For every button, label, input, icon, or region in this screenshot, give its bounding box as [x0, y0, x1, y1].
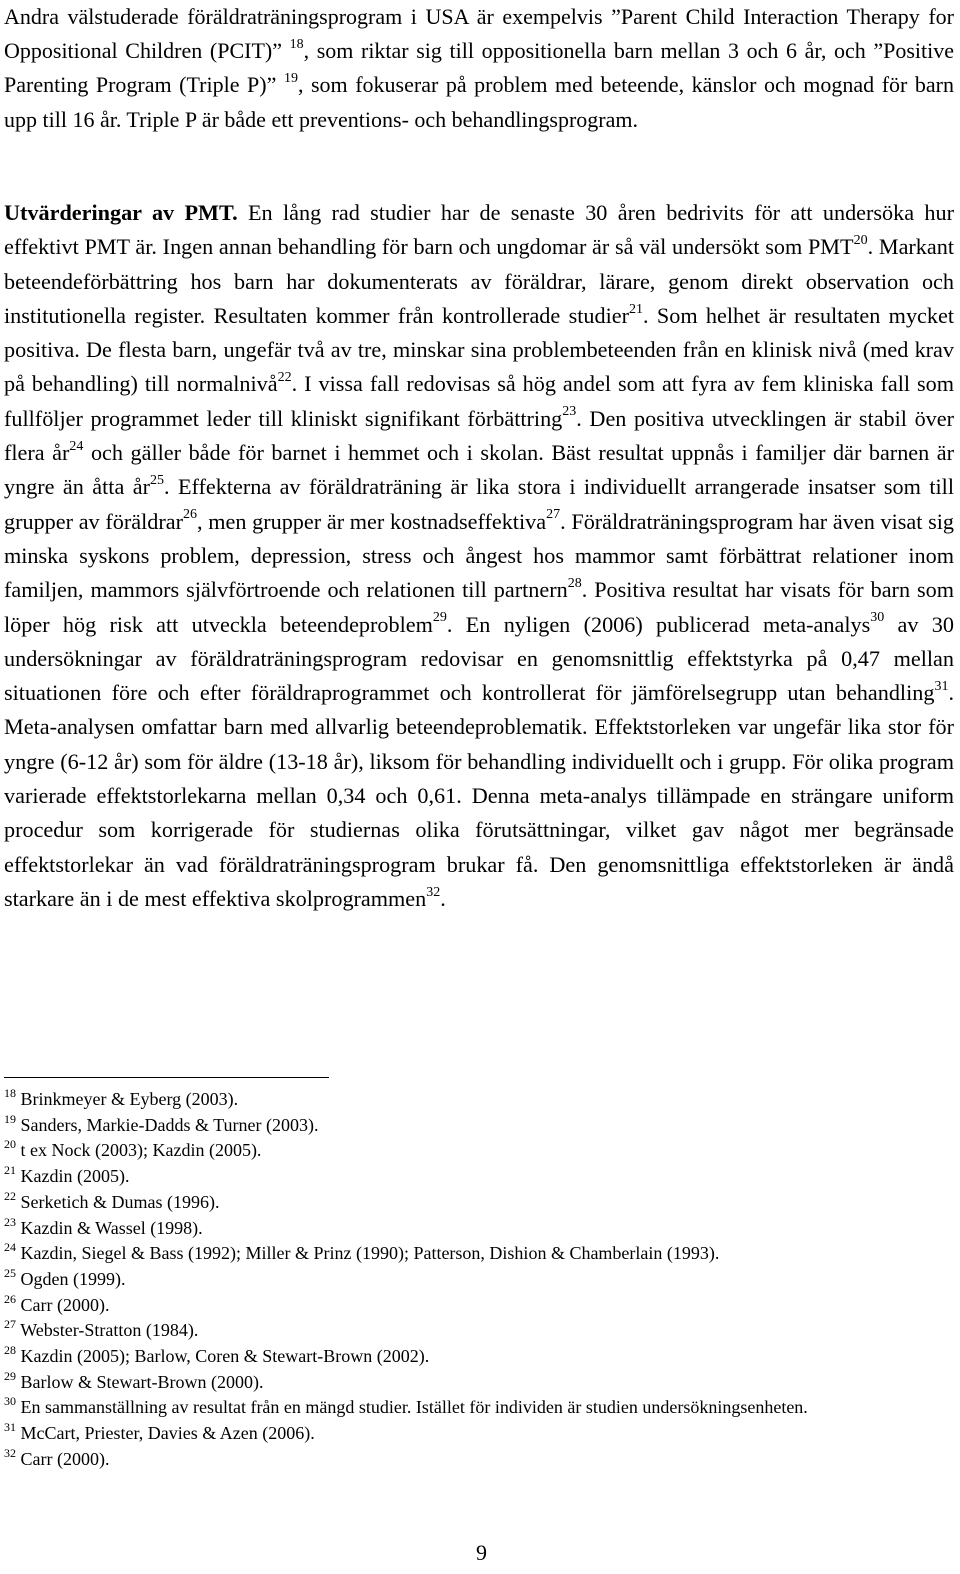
text-run: av 30 undersökningar av föräldraträningsprogram redovisar en genomsnittlig effektstyrka på 0,47 mellan situationen före och efter föräldraprogrammet och kontrollerat för jämförelsegrupp utan behandling — [4, 611, 954, 706]
section-heading: Utvärderingar av PMT. — [4, 200, 238, 225]
footnote — [4, 1447, 954, 1473]
footnote-number: 23 — [4, 1214, 16, 1229]
footnote — [4, 1318, 954, 1344]
text-run: . Meta-analysen omfattar barn med allvarlig beteendeproblematik. Effektstorleken var ungefär lika stor för yngre (6-12 år) som för äldre (13-18 år), liksom för behandling individuellt och i grupp. För olika program varierade effektstorlekarna mellan 0,34 och 0,61. Denna meta-analys tillämpade en strängare uniform procedur som korrigerade för studiernas olika förutsättningar, vilket gav något mer begränsade effektstorlekar än vad föräldraträningsprogram brukar få. Den genomsnittliga effektstorleken är ändå starkare än i de mest effektiva skolprogrammen — [4, 680, 954, 911]
footnote-ref[interactable]: 29 — [432, 610, 447, 626]
footnote — [4, 1395, 954, 1421]
footnote-text: Kazdin, Siegel & Bass (1992); Miller & Prinz (1990); Patterson, Dishion & Chamberlain (1993). — [20, 1243, 720, 1264]
text-run: , men grupper är mer kostnadseffektiva — [196, 508, 547, 534]
text-run: och gäller både för barnet i hemmet och i skolan. Bäst resultat uppnås i familjer där barnen är yngre än åtta år — [4, 440, 955, 500]
footnote-text: Barlow & Stewart-Brown (2000). — [20, 1371, 264, 1392]
footnote-ref[interactable]: 24 — [69, 438, 84, 454]
text-run: . Föräldraträningsprogram har även visat sig minska syskons problem, depression, stress och ångest hos mammor samt förbättrat relationer inom familjen, mammors självförtroende och relationen till partnern — [4, 508, 955, 603]
footnote-ref[interactable]: 23 — [562, 404, 577, 420]
footnote — [4, 1216, 954, 1242]
footnote-text: Kazdin (2005); Barlow, Coren & Stewart-Brown (2002). — [20, 1346, 430, 1367]
footnote-ref[interactable]: 20 — [853, 232, 868, 248]
footnote-ref[interactable]: 26 — [182, 507, 197, 523]
text-run: . Positiva resultat har visats för barn som löper hög risk att utveckla beteendeproblem — [4, 577, 955, 637]
footnote-ref[interactable]: 22 — [277, 370, 292, 386]
footnote — [4, 1087, 954, 1113]
footnote-ref[interactable]: 19 — [283, 71, 298, 87]
footnote-number: 30 — [4, 1394, 16, 1409]
footnote-number: 22 — [4, 1188, 16, 1203]
footnote-number: 24 — [4, 1240, 16, 1255]
page-number: 9 — [476, 1540, 487, 1565]
footnote — [4, 1344, 954, 1370]
footnote-number: 28 — [4, 1343, 16, 1358]
footnote-number: 31 — [4, 1420, 16, 1435]
footnote-number: 26 — [4, 1291, 16, 1306]
text-run: . En nyligen (2006) publicerad meta-analys — [446, 611, 871, 637]
footnote-ref[interactable]: 28 — [567, 575, 582, 591]
text-run: , som riktar sig till oppositionella barn mellan 3 och 6 år, och ”Positive Parenting Program (Triple P)” — [4, 38, 955, 98]
footnote — [4, 1421, 954, 1447]
footnote — [4, 1293, 954, 1319]
text-run: Andra välstuderade föräldraträningsprogram i USA är exempelvis ”Parent Child Interaction Therapy for Oppositional Children (PCIT)” — [4, 4, 954, 64]
footnote-text: McCart, Priester, Davies & Azen (2006). — [20, 1423, 315, 1444]
footnote-ref[interactable]: 21 — [628, 301, 643, 317]
footnote-text: Sanders, Markie-Dadds & Turner (2003). — [20, 1114, 319, 1135]
footnote-text: Carr (2000). — [20, 1448, 110, 1469]
text-run: . Den positiva utvecklingen är stabil över flera år — [4, 405, 954, 466]
footnote-number: 19 — [4, 1111, 16, 1126]
text-run: En lång rad studier har de senaste 30 åren bedrivits för att undersöka hur effektivt PMT är. Ingen annan behandling för barn och ungdomar är så väl undersökt som PMT — [4, 200, 954, 260]
text-run: . Som helhet är resultaten mycket positiva. De flesta barn, ungefär två av tre, minskar sina problembeteenden från en klinisk nivå (med krav på behandling) till normalnivå — [4, 302, 954, 397]
footnote — [4, 1138, 954, 1164]
text-run: . Effekterna av föräldraträning är lika stora i individuellt arrangerade insatser som till grupper av föräldrar — [4, 474, 954, 534]
footnote-ref[interactable]: 31 — [934, 678, 949, 694]
footnote-text: En sammanställning av resultat från en mängd studier. Istället för individen är studien undersökningsenheten. — [20, 1397, 808, 1418]
footnote — [4, 1164, 954, 1190]
footnote-ref[interactable]: 27 — [546, 507, 561, 523]
footnote-text: Brinkmeyer & Eyberg (2003). — [20, 1089, 239, 1109]
footnote-ref[interactable]: 32 — [426, 884, 441, 900]
footnote-text: Kazdin & Wassel (1998). — [20, 1217, 203, 1238]
paragraph-evaluations — [4, 196, 954, 916]
footnote-number: 20 — [4, 1137, 16, 1152]
footnote-ref[interactable]: 25 — [149, 472, 164, 488]
footnote — [4, 1370, 954, 1396]
footnote — [4, 1241, 954, 1267]
footnote-text: Webster-Stratton (1984). — [20, 1320, 199, 1341]
footnote — [4, 1113, 954, 1139]
footnote-number: 32 — [4, 1445, 16, 1460]
text-run: . — [440, 885, 446, 911]
text-run: , som fokuserar på problem med beteende, känslor och mognad för barn upp till 16 år. Triple P är både ett preventions- och behandlingsprogram. — [4, 72, 955, 132]
footnote-number: 25 — [4, 1265, 16, 1280]
text-run: . Markant beteendeförbättring hos barn har dokumenterats av föräldrar, lärare, genom direkt observation och institutionella register. Resultaten kommer från kontrollerade studier — [4, 234, 955, 328]
footnote-ref[interactable]: 30 — [870, 610, 885, 626]
footnote-number: 18 — [4, 1086, 16, 1100]
footnote-text: Serketich & Dumas (1996). — [20, 1191, 220, 1212]
footnote-list — [4, 1087, 954, 1473]
footnote-ref[interactable]: 18 — [289, 36, 304, 52]
footnote-text: Carr (2000). — [20, 1294, 110, 1315]
footnote — [4, 1190, 954, 1216]
footnote-number: 29 — [4, 1368, 16, 1383]
footnote — [4, 1267, 954, 1293]
footnote-text: t ex Nock (2003); Kazdin (2005). — [20, 1140, 262, 1161]
text-run: . I vissa fall redovisas så hög andel som att fyra av fem kliniska fall som fullföljer programmet leder till kliniskt signifikant förbättring — [4, 371, 954, 431]
footnote-number: 21 — [4, 1163, 16, 1178]
footnote-separator — [4, 1077, 329, 1078]
footnote-text: Kazdin (2005). — [20, 1166, 130, 1187]
footnote-text: Ogden (1999). — [20, 1268, 126, 1289]
paragraph-parent-programs — [4, 0, 954, 137]
footnote-number: 27 — [4, 1317, 16, 1332]
